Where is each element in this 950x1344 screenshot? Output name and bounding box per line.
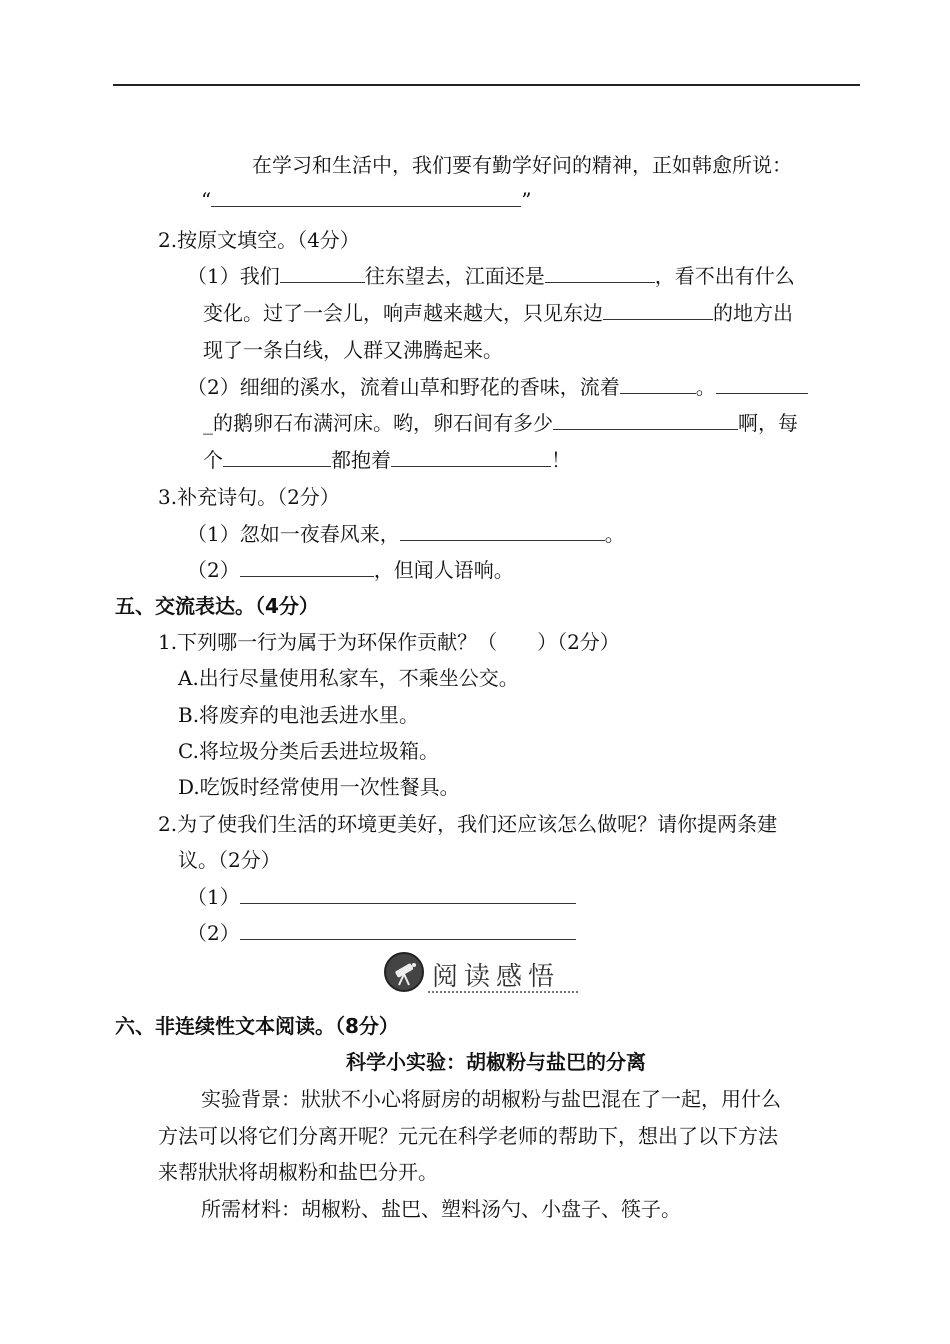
banner-underline: [428, 991, 578, 993]
q2-p1-line2-text-b: 的地方出: [713, 301, 793, 325]
q2-p2-blank-4[interactable]: [223, 448, 331, 467]
quote-open: “: [201, 188, 212, 212]
s5-q1: 1.下列哪一行为属于为环保作贡献？（ ）（2分）: [158, 630, 620, 654]
q2-heading: 2.按原文填空。（4分）: [158, 228, 360, 252]
q2-p1-blank-2[interactable]: [545, 264, 655, 283]
s5-a2-num: （2）: [187, 921, 240, 945]
q2-p1-text-a: 我们: [239, 264, 280, 288]
intro-sentence: 在学习和生活中，我们要有勤学好问的精神，正如韩愈所说：: [252, 153, 792, 177]
s6-bg-line1: 实验背景：狀狀不小心将厨房的胡椒粉与盐巴混在了一起，用什么: [201, 1087, 781, 1111]
q2-p1-blank-1[interactable]: [280, 264, 365, 283]
q2-p2-line3-text-b: 都抱着: [331, 448, 391, 472]
q2-p2-blank-3[interactable]: [553, 411, 738, 430]
s6-article-title: 科学小实验：胡椒粉与盐巴的分离: [346, 1050, 646, 1074]
s5-a2-blank[interactable]: [240, 921, 576, 940]
s5-a1-num: （1）: [187, 885, 240, 909]
telescope-icon: [384, 952, 424, 992]
q2-p2-line3-text-a: 个: [203, 448, 223, 472]
q3-heading: 3.补充诗句。（2分）: [158, 485, 340, 509]
q2-p2-line3-text-c: ！: [551, 448, 571, 472]
q3-l1-blank[interactable]: [400, 522, 605, 541]
q2-p2-blank-1[interactable]: [620, 375, 696, 394]
q2-p1-line2-text-a: 变化。过了一会儿，响声越来越大，只见东边: [203, 301, 603, 325]
s5-option-a[interactable]: A.出行尽量使用私家车，不乘坐公交。: [178, 666, 519, 690]
s5-answer-2: [187, 921, 576, 945]
s5-option-b[interactable]: B.将废弃的电池丢进水里。: [178, 703, 420, 727]
q2-p2-line2-text-b: 啊，每: [738, 411, 798, 435]
header-rule: [113, 84, 860, 86]
section5-heading: 五、交流表达。（4分）: [115, 594, 319, 618]
section6-heading: 六、非连续性文本阅读。（8分）: [115, 1014, 399, 1038]
s5-q2-line2: 议。（2分）: [178, 848, 281, 872]
q3-line2: [187, 558, 514, 582]
q2-p2-line2-text-a: _的鹅卵石布满河床。哟，卵石间有多少: [203, 411, 553, 435]
q3-l2-blank[interactable]: [240, 558, 374, 577]
q2-p2-text-a: 细细的溪水，流着山草和野花的香味，流着: [239, 375, 620, 399]
q2-p1-text-c: ，看不出有什么: [654, 264, 795, 288]
q2-p2-line1: [187, 375, 808, 399]
q2-p2-num: （2）: [187, 375, 240, 399]
q2-p2-text-b: 。: [695, 375, 716, 399]
q2-p1-line1: [187, 264, 795, 288]
banner-title: 阅读感悟: [432, 962, 561, 992]
q3-line1: [187, 522, 625, 546]
s5-answer-1: [187, 885, 576, 909]
q2-p2-line2: [203, 411, 798, 435]
s5-q2-line1: 2.为了使我们生活的环境更美好，我们还应该怎么做呢？请你提两条建: [158, 812, 778, 836]
q2-p1-line2: [203, 301, 793, 325]
quote-line: [201, 188, 531, 212]
q3-l2-num: （2）: [187, 558, 240, 582]
q2-p1-line3: 现了一条白线，人群又沸腾起来。: [203, 338, 503, 362]
s6-bg-line2: 方法可以将它们分离开呢？元元在科学老师的帮助下，想出了以下方法: [158, 1124, 778, 1148]
q3-l1-text: 忽如一夜春风来，: [239, 522, 400, 546]
q3-l2-text: ，但闻人语响。: [373, 558, 514, 582]
s5-option-c[interactable]: C.将垃圾分类后丢进垃圾箱。: [178, 739, 439, 763]
quote-blank[interactable]: [211, 188, 521, 207]
s5-option-d[interactable]: D.吃饭时经常使用一次性餐具。: [178, 775, 460, 799]
q2-p2-blank-2[interactable]: [716, 375, 808, 394]
s5-a1-blank[interactable]: [240, 885, 576, 904]
q2-p2-blank-5[interactable]: [391, 448, 551, 467]
q2-p1-text-b: 往东望去，江面还是: [364, 264, 545, 288]
q2-p1-num: （1）: [187, 264, 240, 288]
reading-banner: [384, 952, 584, 994]
q3-l1-end: 。: [604, 522, 625, 546]
q2-p1-blank-3[interactable]: [603, 301, 713, 320]
q3-l1-num: （1）: [187, 522, 240, 546]
s6-materials: 所需材料：胡椒粉、盐巴、塑料汤勺、小盘子、筷子。: [201, 1197, 681, 1221]
quote-close: ”: [521, 188, 532, 212]
s6-bg-line3: 来帮狀狀将胡椒粉和盐巴分开。: [158, 1160, 438, 1184]
q2-p2-line3: [203, 448, 571, 472]
